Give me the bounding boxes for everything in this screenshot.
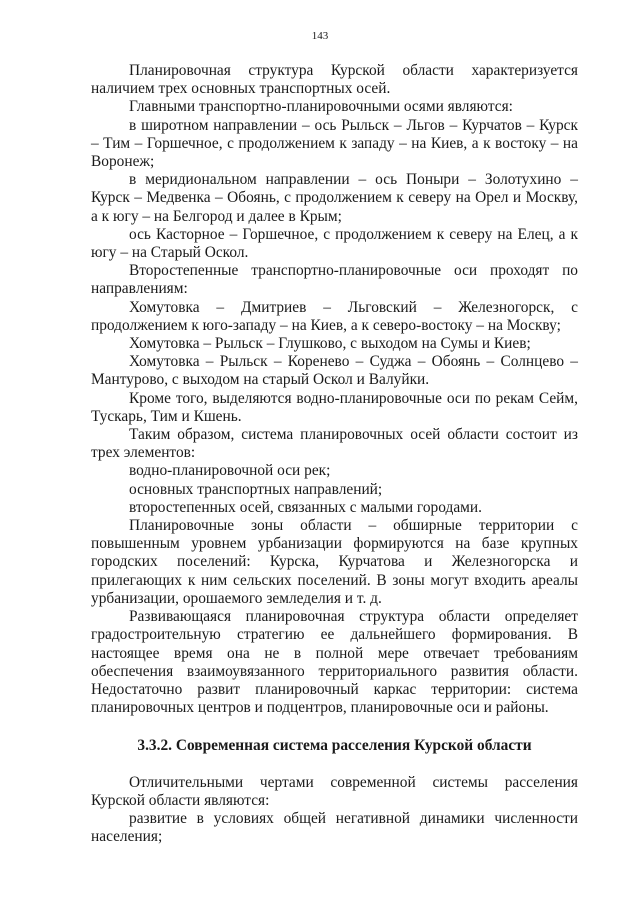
paragraph: в меридиональном направлении – ось Поныри – Золотухино – Курск – Медвенка – Обоянь, с продолжением к северу на Орел и Москву, а к югу – на Белгород и далее в Крым; bbox=[91, 171, 578, 225]
paragraph: второстепенных осей, связанных с малыми городами. bbox=[129, 498, 482, 516]
page-number: 143 bbox=[311, 30, 329, 42]
page-content bbox=[91, 62, 578, 846]
paragraph: в широтном направлении – ось Рыльск – Льгов – Курчатов – Курск – Тим – Горшечное, с продолжением к западу – на Киев, а к востоку – на Воронеж; bbox=[91, 116, 578, 171]
paragraph: Главными транспортно-планировочными осями являются: bbox=[129, 98, 513, 116]
paragraph: Планировочные зоны области – обширные территории с повышенным уровнем урбанизации формируются на базе крупных городских поселений: Курска, Курчатова и Железногорска и прилегающих к ним сельских поселений. В зоны могут входить ареалы урбанизации, орошаемого земледелия и т. д. bbox=[91, 517, 578, 607]
paragraph: Развивающаяся планировочная структура области определяет градостроительную стратегию ее дальнейшего формирования. В настоящее время она не в полной мере отвечает требованиям обеспечения взаимоувязанного территориального развития области. Недостаточно развит планировочный каркас территории: система планировочных центров и подцентров, планировочные оси и районы. bbox=[91, 608, 578, 717]
paragraph: Хомутовка – Дмитриев – Льговский – Железногорск, с продолжением к юго-западу – на Киев, а к северо-востоку – на Москву; bbox=[91, 298, 578, 334]
paragraph: Кроме того, выделяются водно-планировочные оси по рекам Сейм, Тускарь, Тим и Кшень. bbox=[91, 389, 578, 425]
paragraph: Таким образом, система планировочных осей области состоит из трех элементов: bbox=[91, 426, 578, 462]
paragraph: основных транспортных направлений; bbox=[129, 480, 383, 498]
paragraph: Второстепенные транспортно-планировочные оси проходят по направлениям: bbox=[91, 262, 578, 298]
paragraph: Хомутовка – Рыльск – Глушково, с выходом на Сумы и Киев; bbox=[129, 335, 531, 353]
section-heading: 3.3.2. Современная система расселения Курской области bbox=[137, 737, 532, 755]
paragraph: развитие в условиях общей негативной динамики численности населения; bbox=[91, 809, 578, 846]
paragraph: ось Касторное – Горшечное, с продолжением к северу на Елец, а к югу – на Старый Оскол. bbox=[91, 225, 578, 262]
paragraph: Хомутовка – Рыльск – Коренево – Суджа – Обоянь – Солнцево – Мантурово, с выходом на старый Оскол и Валуйки. bbox=[91, 353, 578, 389]
paragraph: Планировочная структура Курской области характеризуется наличием трех основных транспортных осей. bbox=[91, 62, 578, 98]
paragraph: Отличительными чертами современной системы расселения Курской области являются: bbox=[91, 773, 578, 809]
paragraph: водно-планировочной оси рек; bbox=[129, 462, 331, 480]
